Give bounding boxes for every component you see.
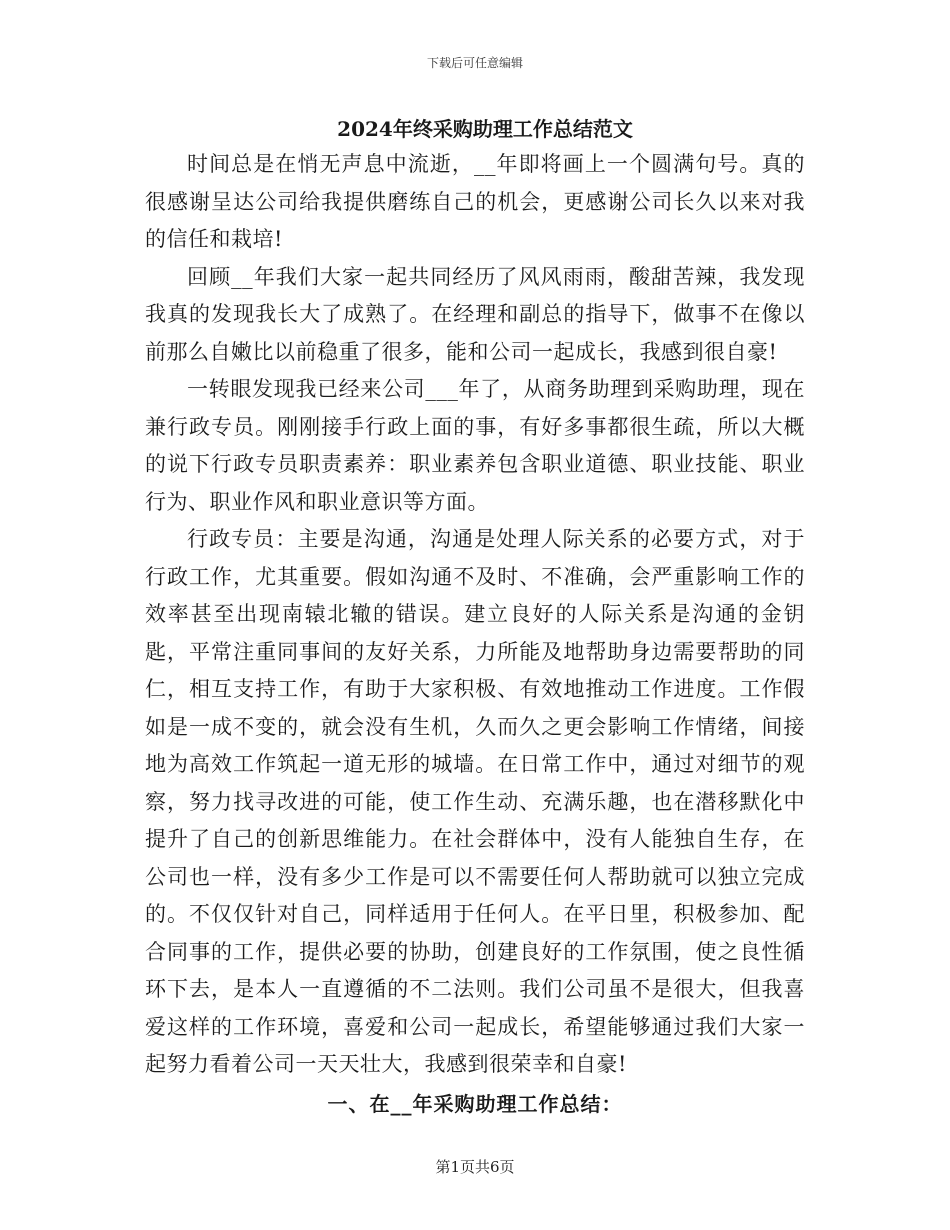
page-header: 下载后可任意编辑 [426, 56, 523, 70]
paragraph-role: 一转眼发现我已经来公司___年了，从商务助理到采购助理，现在兼行政专员。刚刚接手行政上面的事，有好多事都很生疏，所以大概的说下行政专员职责素养：职业素养包含职业道德、职业技能、职业行为、职业作风和职业意识等方面。 [145, 377, 805, 514]
paragraph-intro: 时间总是在悄无声息中流逝，__年即将画上一个圆满句号。真的很感谢呈达公司给我提供磨练自己的机会，更感谢公司长久以来对我的信任和栽培! [145, 152, 805, 251]
page-footer: 第1页共6页 [435, 1158, 515, 1176]
document-title: 2024年终采购助理工作总结范文 [337, 117, 633, 141]
paragraph-review: 回顾__年我们大家一起共同经历了风风雨雨，酸甜苦辣，我发现我真的发现我长大了成熟了。在经理和副总的指导下，做事不在像以前那么自嫩比以前稳重了很多，能和公司一起成长，我感到很自豪! [145, 264, 805, 364]
paragraph-admin-duties: 行政专员：主要是沟通，沟通是处理人际关系的必要方式，对于行政工作，尤其重要。假如沟通不及时、不准确，会严重影响工作的效率甚至出现南辕北辙的错误。建立良好的人际关系是沟通的金钥匙，平常注重同事间的友好关系，力所能及地帮助身边需要帮助的同仁，相互支持工作，有助于大家积极、有效地推动工作进度。工作假如是一成不变的，就会没有生机，久而久之更会影响工作情绪，间接地为高效工作筑起一道无形的城墙。在日常工作中，通过对细节的观察，努力找寻改进的可能，使工作生动、充满乐趣，也在潜移默化中提升了自己的创新思维能力。在社会群体中，没有人能独自生存，在公司也一样，没有多少工作是可以不需要任何人帮助就可以独立完成的。不仅仅针对自己，同样适用于任何人。在平日里，积极参加、配合同事的工作，提供必要的协助，创建良好的工作氛围，使之良性循环下去，是本人一直遵循的不二法则。我们公司虽不是很大，但我喜爱这样的工作环境，喜爱和公司一起成长，希望能够通过我们大家一起努力看着公司一天天壮大，我感到很荣幸和自豪! [145, 527, 805, 1076]
section-heading: 一、在__年采购助理工作总结： [327, 1091, 623, 1116]
document-body [145, 112, 805, 1124]
